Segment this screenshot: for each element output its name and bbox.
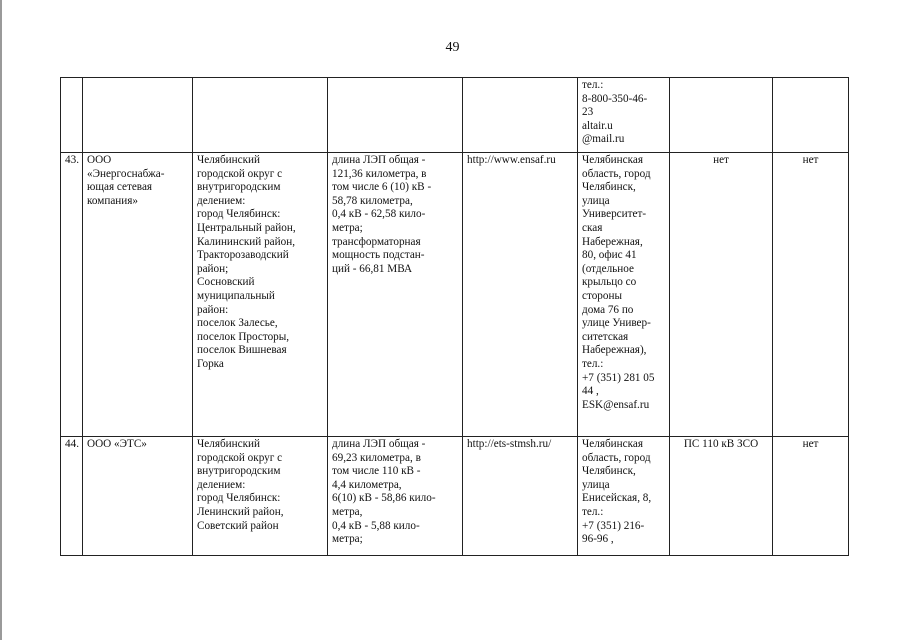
service-area: Челябинский городской округ с внутригородским делением: город Челябинск: Центральный район, Калининский район, Тракторозаводский район; Сосновский муниципальный район: поселок Залесье, поселок Просторы, поселок Вишневая Горка bbox=[193, 153, 328, 437]
website: http://www.ensaf.ru bbox=[463, 153, 578, 437]
line-length: длина ЛЭП общая - 121,36 километра, в том числе 6 (10) кВ - 58,78 километра, 0,4 кВ - 62,58 кило- метра; трансформаторная мощность подстан- ций - 66,81 МВА bbox=[328, 153, 463, 437]
service-area bbox=[193, 78, 328, 153]
organization-name: ООО «ЭТС» bbox=[83, 437, 193, 556]
page-number: 49 bbox=[445, 40, 460, 55]
organization-name: ООО «Энергоснабжа- ющая сетевая компания» bbox=[83, 153, 193, 437]
table-row bbox=[61, 437, 849, 556]
table-row bbox=[61, 153, 849, 437]
last-column: нет bbox=[773, 437, 849, 556]
row-number bbox=[61, 78, 83, 153]
service-area: Челябинский городской округ с внутригородским делением: город Челябинск: Ленинский район, Советский район bbox=[193, 437, 328, 556]
page-left-edge bbox=[0, 0, 2, 640]
row-number: 43. bbox=[61, 153, 83, 437]
line-length: длина ЛЭП общая - 69,23 километра, в том числе 110 кВ - 4,4 километра, 6(10) кВ - 58,86 кило- метра, 0,4 кВ - 5,88 кило- метра; bbox=[328, 437, 463, 556]
substation bbox=[670, 78, 773, 153]
contact-info: тел.: 8-800-350-46- 23 altair.u @mail.ru bbox=[578, 78, 670, 153]
substation: ПС 110 кВ ЗСО bbox=[670, 437, 773, 556]
table-row bbox=[61, 78, 849, 153]
network-organizations-table bbox=[60, 77, 849, 556]
substation: нет bbox=[670, 153, 773, 437]
row-number: 44. bbox=[61, 437, 83, 556]
organization-name bbox=[83, 78, 193, 153]
contact-info: Челябинская область, город Челябинск, улица Енисейская, 8, тел.: +7 (351) 216- 96-96 , bbox=[578, 437, 670, 556]
line-length bbox=[328, 78, 463, 153]
last-column bbox=[773, 78, 849, 153]
website bbox=[463, 78, 578, 153]
last-column: нет bbox=[773, 153, 849, 437]
website: http://ets-stmsh.ru/ bbox=[463, 437, 578, 556]
contact-info: Челябинская область, город Челябинск, улица Университет- ская Набережная, 80, офис 41 (отдельное крыльцо со стороны дома 76 по улице Универ- ситетская Набережная), тел.: +7 (351) 281 05 44 , ESK@ensaf.ru bbox=[578, 153, 670, 437]
